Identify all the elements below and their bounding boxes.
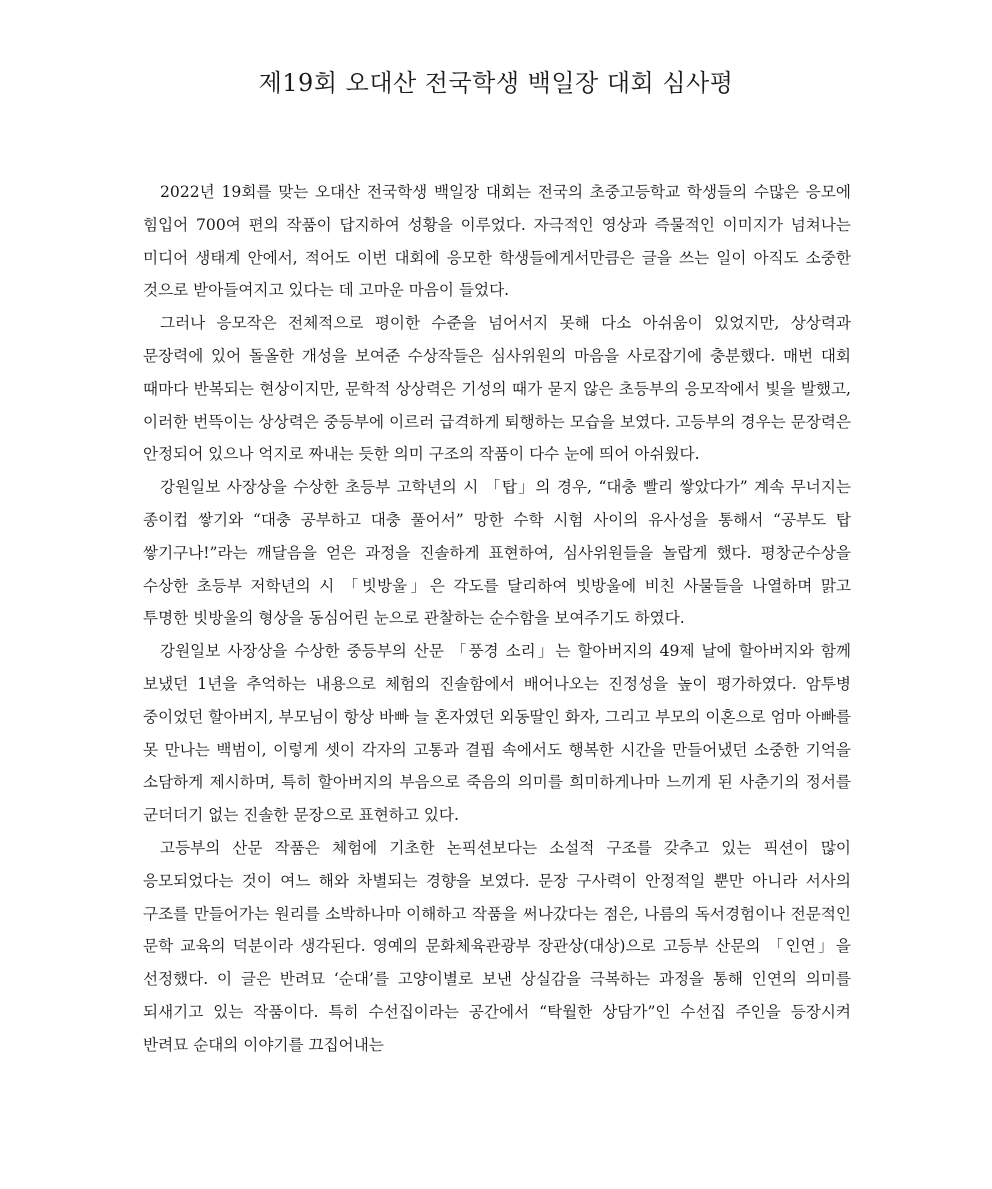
document-title: 제19회 오대산 전국학생 백일장 대회 심사평 xyxy=(258,69,734,97)
paragraph: 강원일보 사장상을 수상한 중등부의 산문 「풍경 소리」는 할아버지의 49제 날에 할아버지와 함께 보냈던 1년을 추억하는 내용으로 체험의 진솔함에서 배어나오는 진정성을 높이 평가하였다. 암투병 중이었던 할아버지, 부모님이 항상 바빠 늘 혼자였던 외동딸인 화자, 그리고 부모의 이혼으로 엄마 아빠를 못 만나는 백범이, 이렇게 셋이 각자의 고통과 결핍 속에서도 행복한 시간을 만들어냈던 소중한 기억을 소담하게 제시하며, 특히 할아버지의 부음으로 죽음의 의미를 희미하게나마 느끼게 된 사춘기의 정서를 군더더기 없는 진솔한 문장으로 표현하고 있다. xyxy=(143,642,851,825)
paragraph: 그러나 응모작은 전체적으로 평이한 수준을 넘어서지 못해 다소 아쉬움이 있었지만, 상상력과 문장력에 있어 돌올한 개성을 보여준 수상작들은 심사위원의 마음을 사로잡기에 충분했다. 매번 대회 때마다 반복되는 현상이지만, 문학적 상상력은 기성의 때가 묻지 않은 초등부의 응모작에서 빛을 발했고, 이러한 번뜩이는 상상력은 중등부에 이르러 급격하게 퇴행하는 모습을 보였다. 고등부의 경우는 문장력은 안정되어 있으나 억지로 짜내는 듯한 의미 구조의 작품이 다수 눈에 띄어 아쉬웠다. xyxy=(143,314,851,464)
paragraph: 2022년 19회를 맞는 오대산 전국학생 백일장 대회는 전국의 초중고등학교 학생들의 수많은 응모에 힘입어 700여 편의 작품이 답지하여 성황을 이루었다. 자극적인 영상과 즉물적인 이미지가 넘쳐나는 미디어 생태계 안에서, 적어도 이번 대회에 응모한 학생들에게서만큼은 글을 쓰는 일이 아직도 소중한 것으로 받아들여지고 있다는 데 고마운 마음이 들었다. xyxy=(143,183,851,300)
paragraph: 고등부의 산문 작품은 체험에 기초한 논픽션보다는 소설적 구조를 갖추고 있는 픽션이 많이 응모되었다는 것이 여느 해와 차별되는 경향을 보였다. 문장 구사력이 안정적일 뿐만 아니라 서사의 구조를 만들어가는 원리를 소박하나마 이해하고 작품을 써나갔다는 점은, 나름의 독서경험이나 전문적인 문학 교육의 덕분이라 생각된다. 영예의 문화체육관광부 장관상(대상)으로 고등부 산문의 「인연」을 선정했다. 이 글은 반려묘 ‘순대’를 고양이별로 보낸 상실감을 극복하는 과정을 통해 인연의 의미를 되새기고 있는 작품이다. 특히 수선집이라는 공간에서 “탁월한 상담가”인 수선집 주인을 등장시켜 반려묘 순대의 이야기를 끄집어내는 xyxy=(143,838,851,1054)
document-body xyxy=(143,176,851,1062)
paragraph: 강원일보 사장상을 수상한 초등부 고학년의 시 「탑」의 경우, “대충 빨리 쌓았다가” 계속 무너지는 종이컵 쌓기와 “대충 공부하고 대충 풀어서” 망한 수학 시험 사이의 유사성을 통해서 “공부도 탑 쌓기구나!”라는 깨달음을 얻은 과정을 진솔하게 표현하여, 심사위원들을 놀랍게 했다. 평창군수상을 수상한 초등부 저학년의 시 「빗방울」은 각도를 달리하여 빗방울에 비친 사물들을 나열하며 맑고 투명한 빗방울의 형상을 동심어린 눈으로 관찰하는 순수함을 보여주기도 하였다. xyxy=(143,478,851,628)
